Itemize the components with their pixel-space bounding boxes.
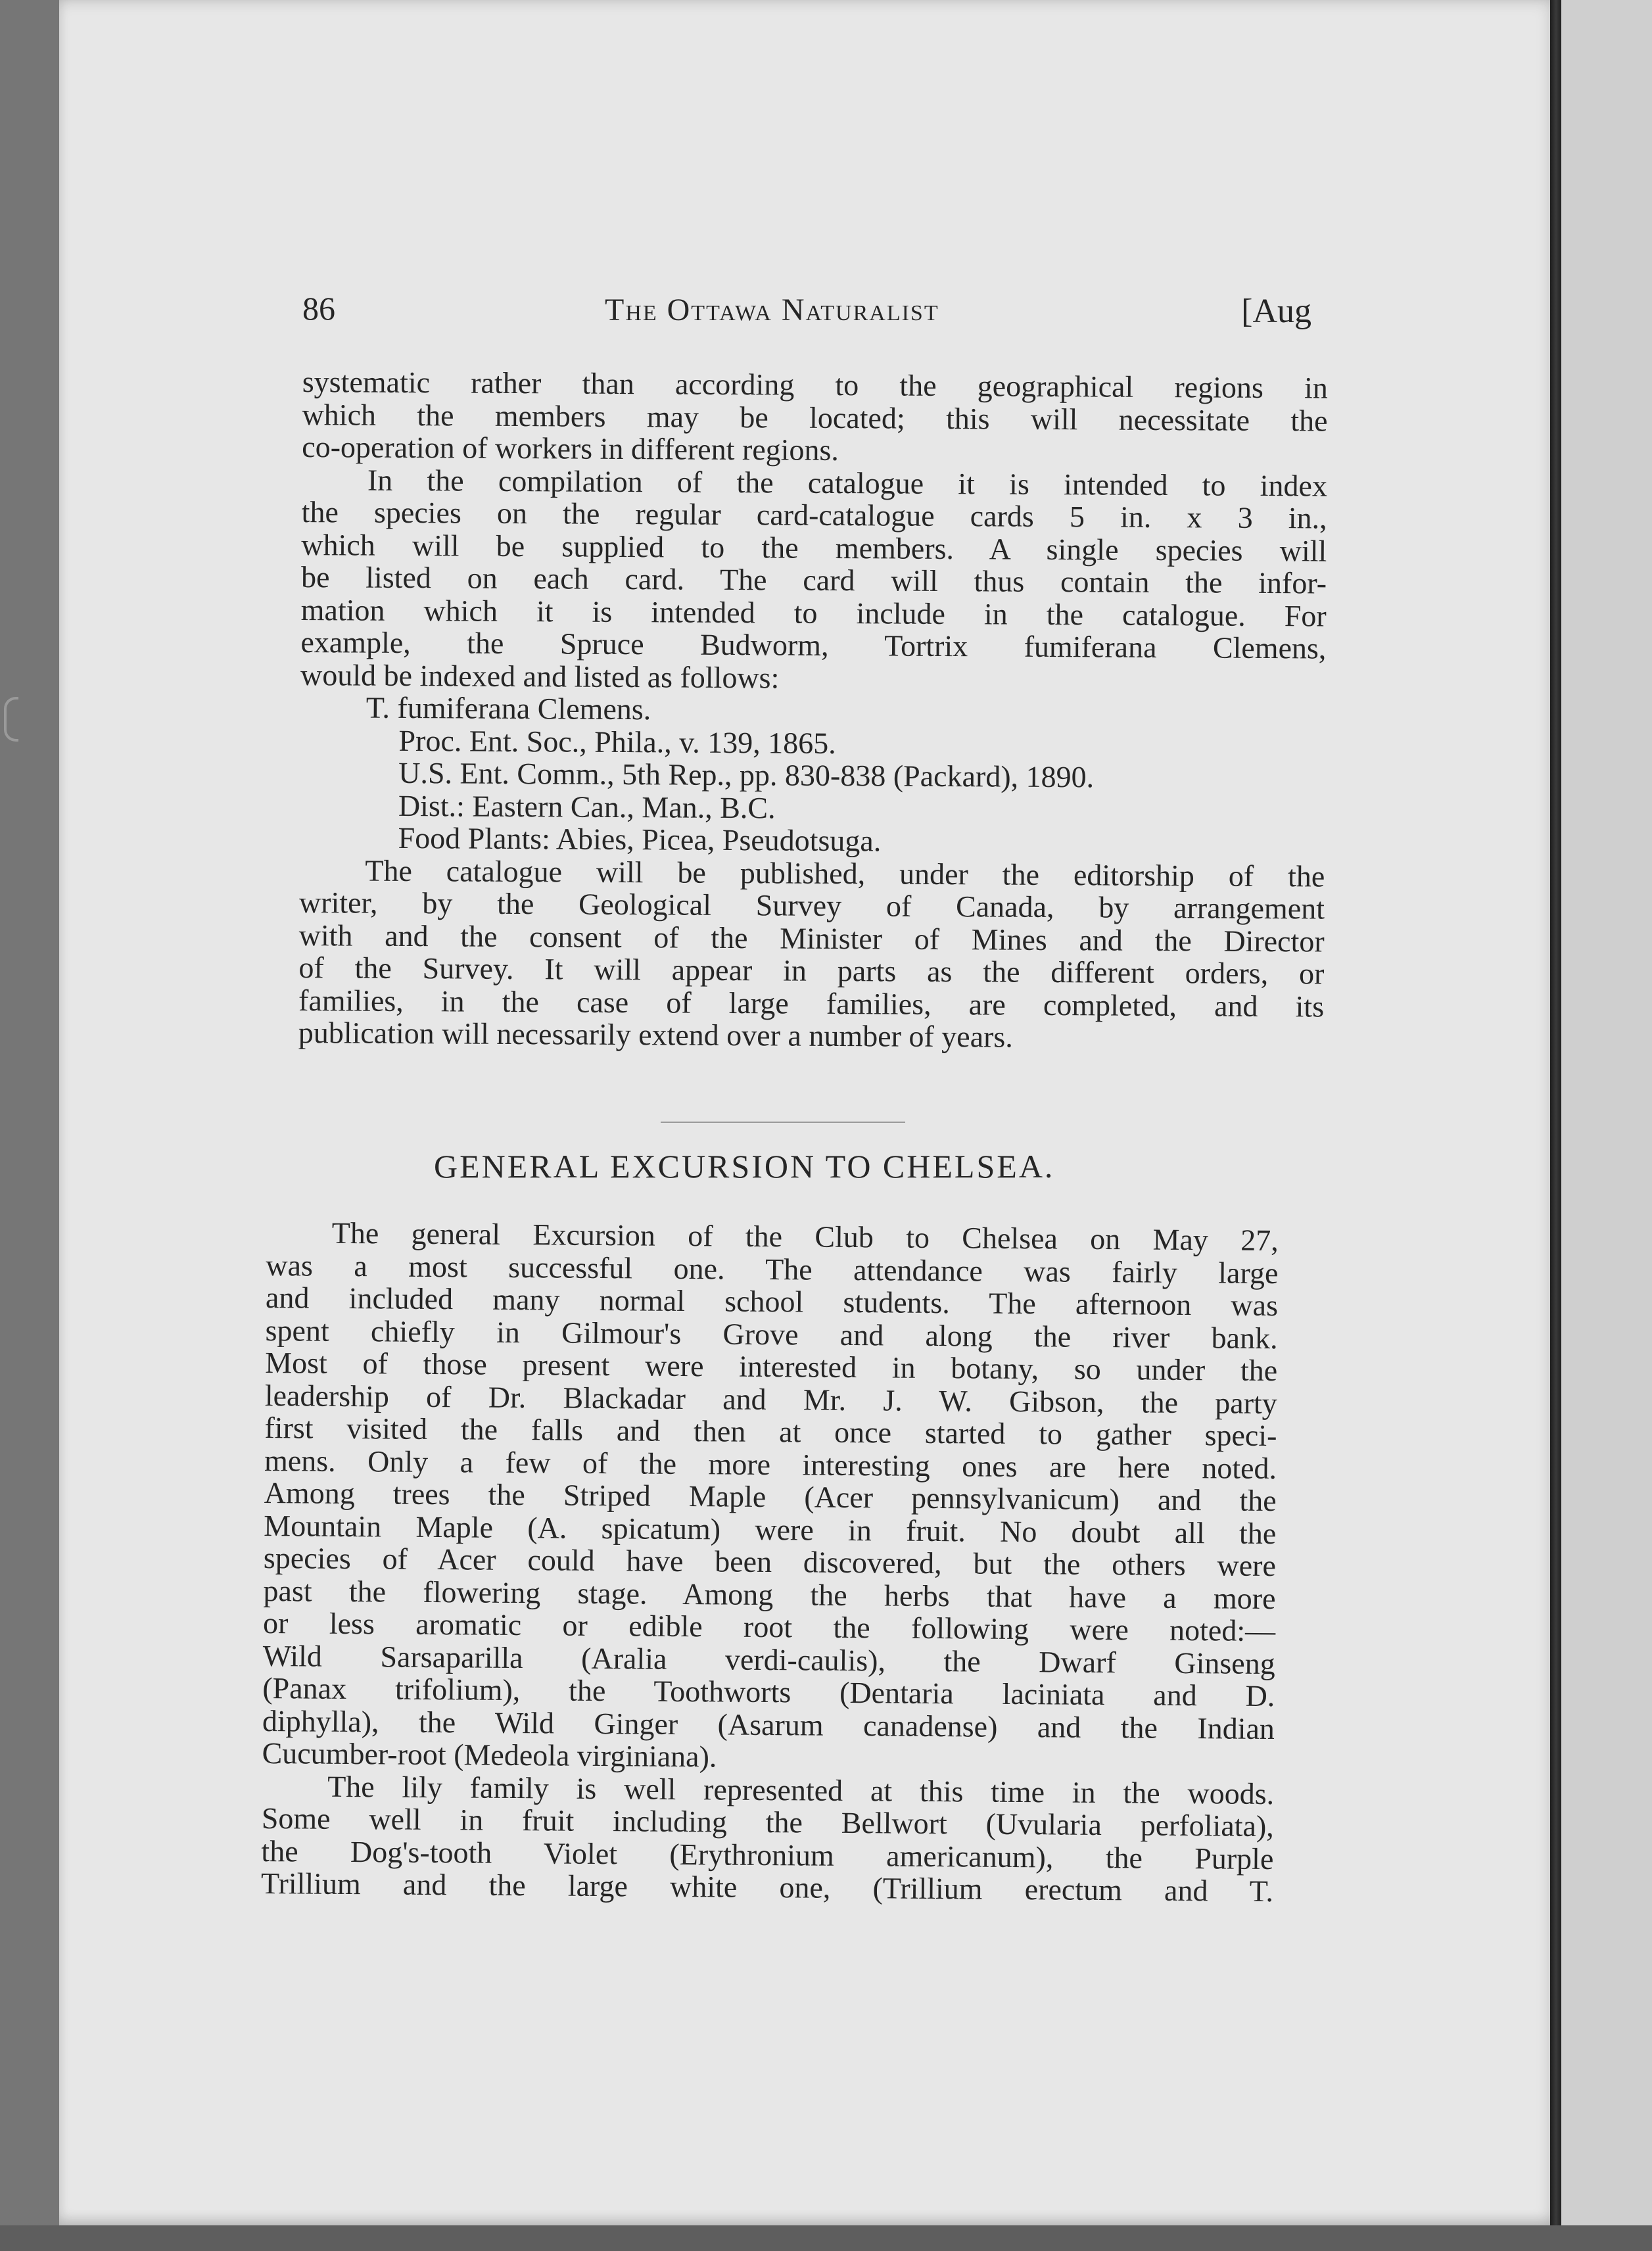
running-title: The Ottawa Naturalist [605, 293, 939, 327]
book-gutter [1550, 0, 1562, 2251]
page-header [302, 283, 1311, 335]
text-line: be listed on each card. The card will thus contain the infor- [300, 559, 1327, 600]
text-line: families, in the case of large families, are completed, and its [298, 983, 1325, 1024]
text-line: past the flowering stage. Among the herbs that have a more [263, 1573, 1276, 1615]
text-line: In the compilation of the catalogue it is intended to index [367, 463, 1328, 503]
text-line: species of Acer could have been discovered, but the others were [263, 1540, 1277, 1583]
adjacent-page-edge [1561, 0, 1652, 2251]
text-line: systematic rather than according to the geographical regions in [302, 365, 1328, 405]
text-line: Mountain Maple (A. spicatum) were in fruit. No doubt all the [264, 1508, 1277, 1550]
text-line: The catalogue will be published, under the editorship of the [365, 853, 1325, 893]
text-line: the Dog's-tooth Violet (Erythronium americanum), the Purple [261, 1834, 1274, 1876]
text-line: example, the Spruce Budworm, Tortrix fumiferana Clemens, [300, 625, 1327, 665]
text-line: which will be supplied to the members. A single species will [301, 527, 1327, 568]
text-line: Most of those present were interested in botany, so under the [265, 1345, 1278, 1388]
text-line: or less aromatic or edible root the following were noted:— [262, 1605, 1276, 1648]
text-line: spent chiefly in Gilmour's Grove and along the river bank. [265, 1313, 1278, 1355]
scan-bottom-edge [0, 2225, 1652, 2251]
text-line: The general Excursion of the Club to Chelsea on May 27, [331, 1216, 1279, 1258]
margin-mark [4, 697, 18, 742]
text-line: Trillium and the large white one, (Trillium erectum and T. [260, 1866, 1274, 1908]
text-line: of the Survey. It will appear in parts as the different orders, or [298, 950, 1325, 991]
text-line: with and the consent of the Minister of Mines and the Director [298, 918, 1325, 959]
catalogue-entry-reference: U.S. Ent. Comm., 5th Rep., pp. 830-838 (Packard), 1890. [398, 755, 1095, 794]
text-line: The lily family is well represented at this time in the woods. [327, 1769, 1275, 1811]
section-divider [661, 1122, 905, 1123]
text-line: was a most successful one. The attendance was fairly large [266, 1248, 1279, 1290]
text-line: leadership of Dr. Blackadar and Mr. J. W. Gibson, the party [264, 1378, 1278, 1420]
catalogue-entry-reference: Proc. Ent. Soc., Phila., v. 139, 1865. [398, 723, 836, 760]
catalogue-entry-species: T. fumiferana Clemens. [366, 690, 651, 726]
text-line: (Panax trifolium), the Toothworts (Dentaria laciniata and D. [262, 1670, 1275, 1713]
text-line: diphylla), the Wild Ginger (Asarum canadense) and the Indian [262, 1703, 1275, 1745]
text-line: Wild Sarsaparilla (Aralia verdi-caulis), the Dwarf Ginseng [262, 1638, 1275, 1680]
catalogue-entry-food-plants: Food Plants: Abies, Picea, Pseudotsuga. [398, 820, 882, 858]
section-heading: GENERAL EXCURSION TO CHELSEA. [434, 1148, 1055, 1185]
text-line: writer, by the Geological Survey of Canada, by arrangement [298, 885, 1325, 926]
text-line: and included many normal school students. The afternoon was [265, 1280, 1279, 1323]
page-number: 86 [302, 290, 335, 327]
catalogue-article [298, 366, 1328, 1055]
excursion-article [261, 1216, 1279, 1908]
text-line: mation which it is intended to include in the catalogue. For [300, 592, 1327, 633]
header-month: [Aug [1241, 293, 1311, 330]
text-line: which the members may be located; this will necessitate the [302, 397, 1328, 438]
catalogue-entry-distribution: Dist.: Eastern Can., Man., B.C. [398, 788, 776, 824]
text-line: first visited the falls and then at once started to gather speci- [264, 1410, 1277, 1453]
text-line: mens. Only a few of the more interesting ones are here noted. [264, 1443, 1277, 1485]
text-line: would be indexed and listed as follows: [300, 657, 780, 694]
text-line: publication will necessarily extend over a number of years. [298, 1015, 1013, 1054]
text-line: Among trees the Striped Maple (Acer pennsylvanicum) and the [264, 1475, 1277, 1518]
text-line: Cucumber-root (Medeola virginiana). [262, 1736, 717, 1774]
text-line: Some well in fruit including the Bellwort (Uvularia perfoliata), [261, 1801, 1274, 1843]
text-line: the species on the regular card-catalogue cards 5 in. x 3 in., [301, 494, 1327, 535]
text-line: co-operation of workers in different regions. [302, 429, 839, 467]
